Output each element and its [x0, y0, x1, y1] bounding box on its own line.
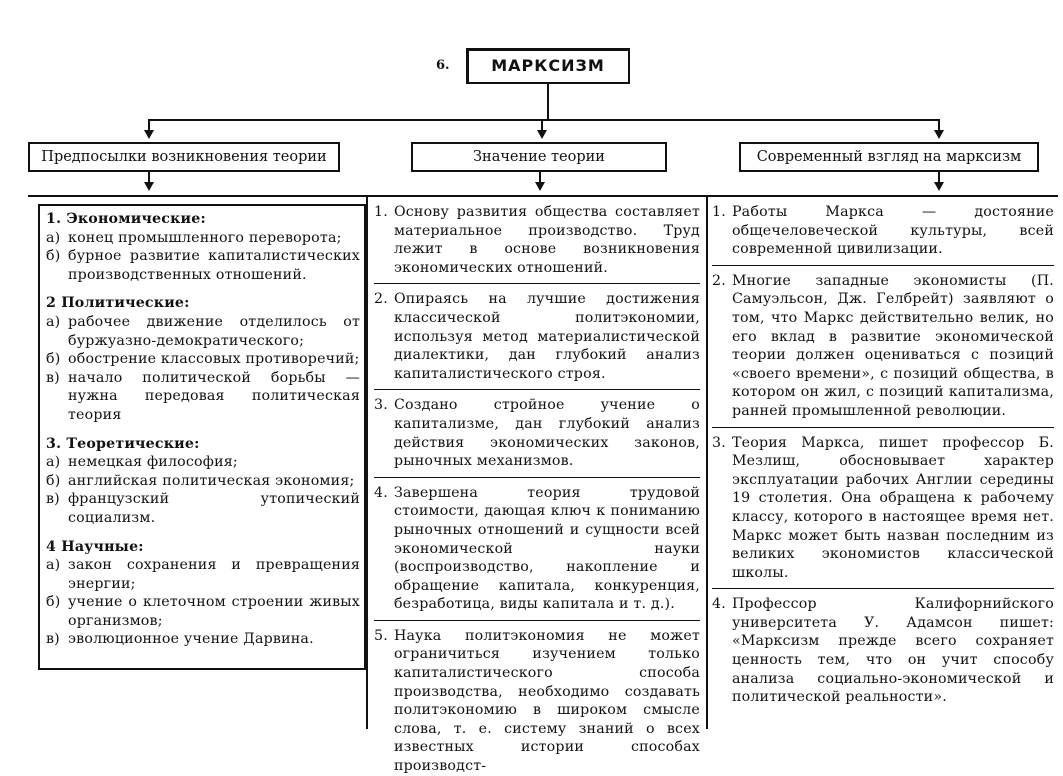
- branch-label-significance: Значение теории: [473, 149, 605, 165]
- group-title: 3. Теоретические:: [46, 435, 200, 452]
- list-item: б) обострение классовых противоречий;: [46, 351, 360, 368]
- arrow-middle-icon: [537, 130, 547, 139]
- item-divider: [712, 588, 1054, 589]
- connector-horizontal: [148, 119, 940, 121]
- group-title: 4 Научные:: [46, 538, 144, 555]
- list-item: 3. Теория Маркса, пишет профессор Б. Мезлиш, обосновывает характер эксплуатации рабочих Англии середины 19 столетия. Она обращена к рабочему классу, которого в настоящее время нет. Маркс может быть назван последним из великих экономистов классической школы.: [712, 434, 1054, 581]
- list-item: 3. Создано стройное учение о капитализме, дан глубокий анализ действия экономических законов, рыночных механизмов.: [374, 397, 700, 470]
- list-item: а) закон сохранения и превращения энергии;: [46, 557, 360, 592]
- diagram-title: МАРКСИЗМ: [491, 56, 605, 75]
- group-scientific: [46, 538, 360, 650]
- list-item: в) французский утопический социализм.: [46, 491, 360, 526]
- figure-number: 6.: [436, 58, 450, 73]
- list-item: 1. Основу развития общества составляет материальное производство. Труд лежит в основе возникновения экономических отношений.: [374, 204, 700, 276]
- list-item: 4. Завершена теория трудовой стоимости, дающая ключ к пониманию рыночных отношений и сущности всей экономической науки (воспроизводство, накопление и обращение капитала, конкуренция, безработица, виды капитала и т. д.).: [374, 484, 700, 613]
- connector-title-down: [547, 84, 549, 120]
- arrow-left-icon: [144, 130, 154, 139]
- group-economic: [46, 210, 360, 284]
- item-divider: [374, 389, 700, 390]
- title-box: [466, 48, 630, 84]
- list-item: в) эволюционное учение Дарвина.: [46, 631, 314, 648]
- list-item: в) начало политической борьбы — нужна передовая политическая теория: [46, 369, 360, 423]
- significance-panel: [374, 203, 700, 775]
- list-item: б) учение о клеточном строении живых организмов;: [46, 594, 360, 629]
- list-item: 2. Опираясь на лучшие достижения классической политэкономии, используя метод материалистической диалектики, дан глубокий анализ капиталистического строя.: [374, 291, 700, 382]
- list-item: 2. Многие западные экономисты (П. Самуэльсон, Дж. Гелбрейт) заявляют о том, что Маркс действительно велик, но его вклад в развитие экономической теории должен оцениваться с позиций «своего времени», с позиций общества, в котором он жил, с позиций капитализма, ранней промышленной революции.: [712, 272, 1054, 419]
- arrow-middle-box-icon: [535, 182, 545, 191]
- list-item: а) рабочее движение отделилось от буржуазно-демократического;: [46, 313, 360, 349]
- modern-view-panel: [712, 203, 1054, 729]
- item-divider: [374, 620, 700, 621]
- prerequisites-panel: [38, 204, 366, 670]
- item-divider: [374, 477, 700, 478]
- branch-label-modern-view: Современный взгляд на марксизм: [756, 149, 1022, 165]
- branch-box-modern-view: [739, 142, 1039, 172]
- branch-box-significance: [411, 142, 667, 172]
- list-item: 4. Профессор Калифорнийского университета У. Адамсон пишет: «Марксизм прежде всего сохраняет ценность тем, что он учит способу анализа социально-экономической и политической реальности».: [712, 596, 1054, 706]
- arrow-right-icon: [934, 130, 944, 139]
- group-political: [46, 294, 360, 424]
- branch-label-prerequisites: Предпосылки возникновения теории: [41, 149, 327, 165]
- branch-box-prerequisites: [28, 142, 340, 172]
- header-rule: [28, 195, 1058, 197]
- list-item: а) немецкая философия;: [46, 454, 238, 471]
- group-theoretical: [46, 435, 360, 528]
- arrow-right-box-icon: [934, 182, 944, 191]
- group-title: 1. Экономические:: [46, 211, 206, 227]
- item-divider: [712, 427, 1054, 428]
- item-divider: [374, 283, 700, 284]
- list-item: 5. Наука политэкономия не может ограничиться изучением только капиталистического способа производства, необходимо создавать политэкономию в широком смысле слова, т. е. систему знаний о всех известных истории способах производст-: [374, 627, 700, 775]
- right-left-border: [706, 197, 708, 729]
- group-title: 2 Политические:: [46, 295, 190, 312]
- list-item: б) английская политическая экономия;: [46, 472, 355, 489]
- list-item: а) конец промышленного переворота;: [46, 229, 342, 246]
- list-item: 1. Работы Маркса — достояние общечеловеческой культуры, всей современной цивилизации.: [712, 204, 1054, 258]
- middle-left-border: [366, 197, 368, 729]
- arrow-left-box-icon: [144, 182, 154, 191]
- item-divider: [712, 265, 1054, 266]
- list-item: б) бурное развитие капиталистических производственных отношений.: [46, 248, 360, 283]
